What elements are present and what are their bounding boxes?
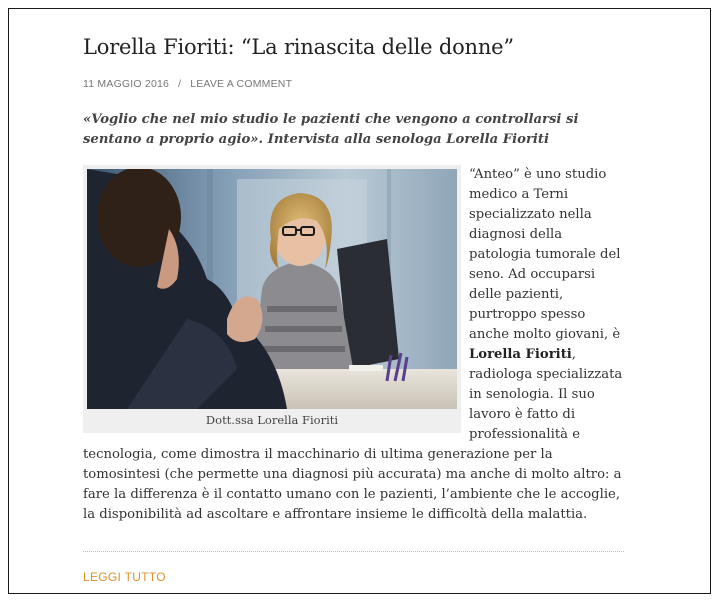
meta-separator: / bbox=[178, 78, 182, 90]
article-figure bbox=[83, 165, 461, 433]
leave-comment-link[interactable]: LEAVE A COMMENT bbox=[190, 78, 293, 90]
figure-caption: Dott.ssa Lorella Fioriti bbox=[205, 413, 339, 427]
article-body bbox=[83, 165, 624, 525]
read-more-link[interactable]: LEGGI TUTTO bbox=[83, 570, 166, 584]
body-text-1: “Anteo” è uno studio medico a Terni specializzato nella diagnosi della patologia tumorale del seno. Ad occuparsi delle pazienti, purtroppo spesso anche molto giovani, è bbox=[469, 167, 621, 342]
post-date[interactable]: 11 MAGGIO 2016 bbox=[83, 78, 170, 90]
article-lead: «Voglio che nel mio studio le pazienti che vengono a controllarsi si sentano a proprio agio». Intervista alla senologa Lorella Fioriti bbox=[83, 112, 579, 147]
divider bbox=[83, 551, 624, 552]
interview-photo[interactable] bbox=[87, 169, 457, 409]
article bbox=[83, 9, 624, 584]
page-frame bbox=[8, 8, 711, 594]
body-name: Lorella Fioriti bbox=[469, 347, 572, 362]
body-text-2: , radiologa specializzata in senologia. Il suo lavoro è fatto di professionalità e tecnologia, come dimostra il macchinario di ultima generazione per la tomosintesi (che permette una diagnosi più accurata) ma anche di molto altro: a fare la differenza è il contatto umano con le pazienti, l’ambiente che le accoglie, la disponibilità ad ascoltare e affrontare insieme le difficoltà della malattia. bbox=[83, 347, 623, 522]
article-meta bbox=[83, 78, 624, 90]
article-title[interactable]: Lorella Fioriti: “La rinascita delle donne” bbox=[83, 35, 514, 59]
